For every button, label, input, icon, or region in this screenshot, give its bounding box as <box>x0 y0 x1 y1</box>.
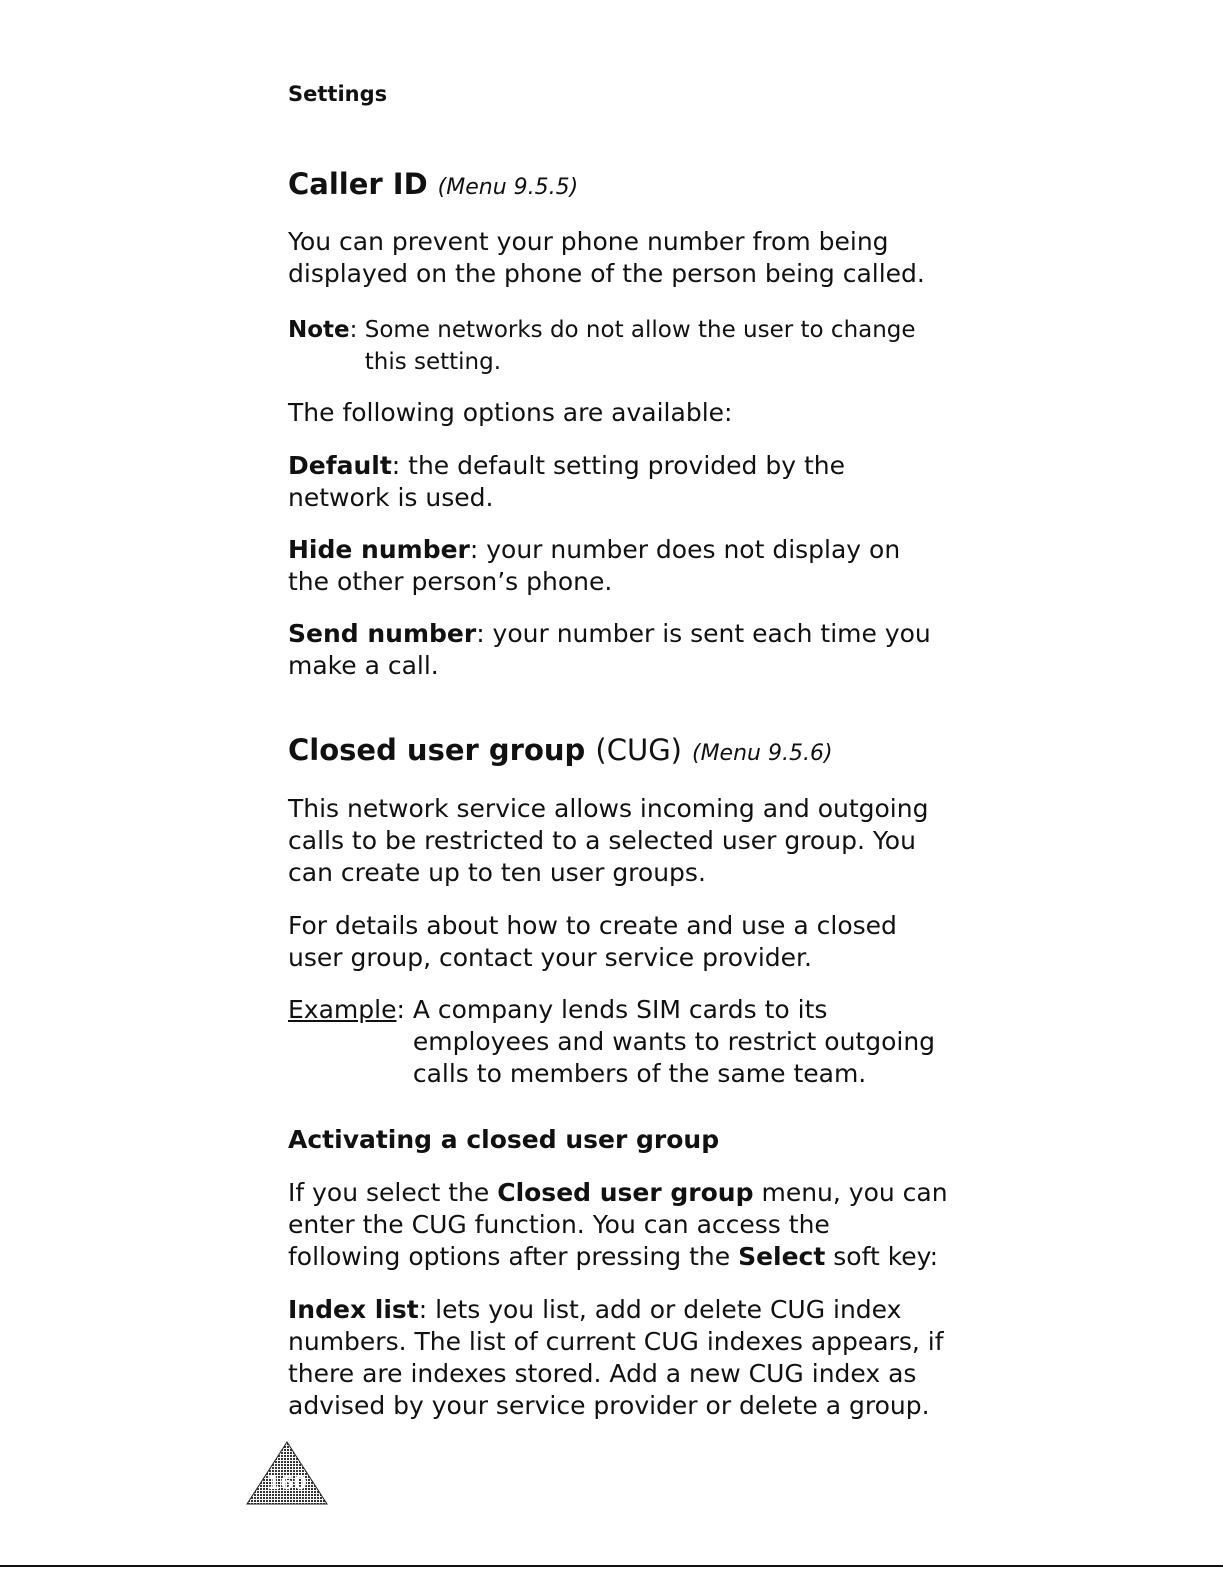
activate-text: soft key: <box>825 1242 939 1271</box>
cug-subheading: Activating a closed user group <box>288 1125 720 1154</box>
cug-example <box>288 994 948 1090</box>
option-send-number <box>288 618 948 682</box>
caller-id-heading <box>288 166 948 206</box>
index-desc: : lets you list, add or delete CUG index numbers. The list of current CUG indexes appears, if there are indexes stored. Add a new CUG index as advised by your service provider or delete a group. <box>288 1295 944 1420</box>
activate-bold-select: Select <box>738 1242 826 1271</box>
example-text: A company lends SIM cards to its employees and wants to restrict outgoing calls to members of the same team. <box>412 995 936 1088</box>
options-intro: The following options are available: <box>288 398 733 427</box>
note-label: Note <box>288 317 350 343</box>
cug-activate-para <box>288 1177 948 1273</box>
caller-id-intro: You can prevent your phone number from being displayed on the phone of the person being called. <box>288 227 925 288</box>
cug-title-abbr: (CUG) <box>595 733 682 767</box>
option-desc: : the default setting provided by the network is used. <box>288 451 845 512</box>
option-term: Default <box>288 451 392 480</box>
cug-para-1: This network service allows incoming and outgoing calls to be restricted to a selected user group. You can create up to ten user groups. <box>288 794 929 887</box>
cug-title: Closed user group <box>288 733 586 767</box>
caller-id-note <box>288 314 948 378</box>
cug-menu-ref: (Menu 9.5.6) <box>691 741 833 766</box>
activate-text: menu, you can enter the CUG function. You can access the following options after pressing the <box>288 1178 948 1271</box>
page-bottom-rule <box>0 1565 1223 1567</box>
option-hide-number <box>288 534 948 598</box>
running-head: Settings <box>288 82 388 106</box>
cug-heading <box>288 732 948 772</box>
option-term: Send number <box>288 619 477 648</box>
index-term: Index list <box>288 1295 419 1324</box>
example-colon: : <box>396 995 413 1024</box>
option-desc: : your number is sent each time you make a call. <box>288 619 931 680</box>
cug-para-2: For details about how to create and use a closed user group, contact your service provider. <box>288 911 897 972</box>
option-default <box>288 450 948 514</box>
example-label: Example <box>288 995 397 1024</box>
option-term: Hide number <box>288 535 470 564</box>
note-colon: : <box>349 317 358 343</box>
page-number: 160 <box>267 1472 307 1494</box>
cug-index-list <box>288 1294 948 1422</box>
option-desc: : your number does not display on the other person’s phone. <box>288 535 901 596</box>
activate-bold-menu: Closed user group <box>497 1178 754 1207</box>
caller-id-title: Caller ID <box>288 167 428 201</box>
note-text: Some networks do not allow the user to change this setting. <box>364 317 916 375</box>
caller-id-menu-ref: (Menu 9.5.5) <box>437 175 579 200</box>
activate-text: If you select the <box>288 1178 498 1207</box>
